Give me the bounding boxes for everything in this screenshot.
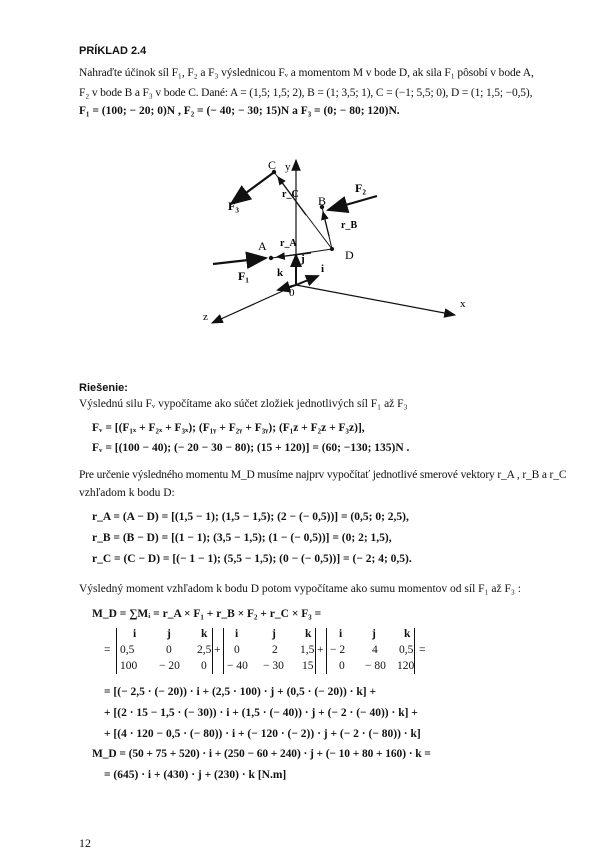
det-plus-2: +	[317, 644, 324, 656]
example-title: PRÍKLAD 2.4	[79, 45, 147, 57]
det3-r1c3: 0,5	[399, 644, 414, 656]
det-plus-1: +	[214, 644, 221, 656]
direction-intro-2: vzhľadom k bodu D:	[79, 487, 175, 499]
label-A: A	[258, 239, 267, 253]
vector-rA-line: r_A = (A − D) = [(1,5 − 1); (1,5 − 1,5); (2 − (− 0,5))] = (0,5; 0; 2,5),	[92, 511, 409, 523]
det3-r2c1: 0	[339, 660, 345, 672]
label-F1: F₁	[238, 269, 249, 283]
det2-bar-left	[223, 628, 224, 674]
det-equals-suffix: =	[419, 644, 426, 656]
det1-r1c1: 0,5	[120, 644, 135, 656]
label-x: x	[460, 298, 466, 310]
fv-line-1: Fᵥ = [(F₁ₓ + F₂ₓ + F₃ₓ); (F₁ᵧ + F₂ᵧ + F₃ᵧ); (F₁z + F₂z + F₃z)],	[92, 422, 365, 434]
unit-vector-i	[296, 276, 318, 285]
label-B: B	[318, 194, 327, 208]
moment-sum: M_D = ∑Mᵢ = r_A × F₁ + r_B × F₂ + r_C × F₃ =	[92, 608, 322, 620]
det3-r2c2: − 80	[365, 660, 386, 672]
det3-k: k	[404, 628, 411, 640]
point-D	[330, 247, 334, 251]
label-rC: r_C	[282, 189, 299, 200]
det3-r1c1: − 2	[330, 644, 346, 656]
label-y: y	[285, 161, 291, 173]
det3-r2c3: 120	[397, 660, 415, 672]
task-line-2: F₂ v bode B a F₃ v bode C. Dané: A = (1,5; 1,5; 2), B = (1; 3,5; 1), C = (−1; 5,5; 0), D = (1; 1,5; −0,5),	[79, 87, 533, 99]
det1-bar-right	[212, 628, 213, 674]
vector-rC-line: r_C = (C − D) = [(− 1 − 1); (5,5 − 1,5); (0 − (− 0,5))] = (− 2; 4; 0,5).	[92, 553, 412, 565]
label-k: k	[277, 267, 284, 279]
task-line-3: F₁ = (100; − 20; 0)N , F₂ = (− 40; − 30; 15)N a F₃ = (0; − 80; 120)N.	[79, 105, 400, 117]
det1-bar-left	[116, 628, 117, 674]
det1-r2c2: − 20	[159, 660, 180, 672]
label-origin: 0	[289, 287, 295, 299]
label-rA: r_A	[280, 238, 297, 249]
expand-line-2: + [(2 · 15 − 1,5 · (− 30)) · i + (1,5 · (− 40)) · j + (− 2 · (− 40)) · k] +	[104, 707, 418, 719]
det3-i: i	[339, 628, 343, 640]
det1-r1c3: 2,5	[197, 644, 212, 656]
expand-line-3: + [(4 · 120 − 0,5 · (− 80)) · i + (− 120 · (− 2)) · j + (− 2 · (− 80)) · k]	[104, 728, 421, 740]
vector-rA	[277, 253, 311, 257]
det2-bar-right	[315, 628, 316, 674]
det2-k: k	[305, 628, 312, 640]
det2-r2c2: − 30	[263, 660, 284, 672]
det1-r2c1: 100	[120, 660, 138, 672]
det2-r2c1: − 40	[227, 660, 248, 672]
det2-r1c3: 1,5	[300, 644, 315, 656]
moment-result-1: M_D = (50 + 75 + 520) · i + (250 − 60 + 240) · j + (− 10 + 80 + 160) · k =	[92, 748, 431, 760]
direction-intro-1: Pre určenie výsledného momentu M_D musíme najprv vypočítať jednotlivé smerové vektory r_A , r_B a r_C	[79, 469, 567, 481]
det2-i: i	[235, 628, 239, 640]
force-F2	[328, 196, 377, 210]
point-A	[269, 256, 273, 260]
label-rB: r_B	[341, 220, 358, 231]
det-equals-prefix: =	[104, 644, 111, 656]
det1-j: j	[167, 628, 171, 640]
fv-line-2: Fᵥ = [(100 − 40); (− 20 − 30 − 80); (15 + 120)] = (60; −130; 135)N .	[92, 442, 410, 454]
force-F1	[213, 258, 266, 264]
vector-rB	[323, 212, 329, 236]
det3-r1c2: 4	[372, 644, 378, 656]
det1-r1c2: 0	[166, 644, 172, 656]
det2-r2c3: 15	[302, 660, 314, 672]
det3-bar-left	[326, 628, 327, 674]
label-z: z	[203, 311, 208, 323]
moment-result-2: = (645) · i + (430) · j + (230) · k [N.m]	[104, 769, 287, 781]
z-axis	[212, 285, 296, 323]
label-F2: F₂	[355, 181, 366, 195]
label-F3: F₃	[228, 199, 239, 213]
label-C: C	[268, 158, 277, 172]
label-j: j	[301, 253, 305, 265]
task-line-1: Nahraďte účinok síl F₁, F₂ a F₃ výslednicou Fᵥ a momentom M v bode D, ak sila F₁ pôsobí v bode A,	[79, 67, 534, 79]
expand-line-1: = [(− 2,5 · (− 20)) · i + (2,5 · 100) · j + (0,5 · (− 20)) · k] +	[104, 686, 377, 698]
label-i: i	[321, 263, 325, 275]
det3-j: j	[372, 628, 376, 640]
moment-intro: Výsledný moment vzhľadom k bodu D potom vypočítame ako sumu momentov od síl F₁ až F₃ :	[79, 583, 521, 595]
det2-j: j	[272, 628, 276, 640]
determinant-block	[104, 626, 426, 676]
solution-heading: Riešenie:	[79, 382, 128, 394]
page-number: 12	[79, 836, 91, 850]
det2-r1c2: 2	[272, 644, 278, 656]
label-D: D	[345, 248, 354, 262]
det1-i: i	[133, 628, 137, 640]
det1-k: k	[201, 628, 208, 640]
vector-rB-line: r_B = (B − D) = [(1 − 1); (3,5 − 1,5); (1 − (− 0,5))] = (0; 2; 1,5),	[92, 532, 392, 544]
det2-r1c1: 0	[234, 644, 240, 656]
solution-intro: Výslednú silu Fᵥ vypočítame ako súčet zložiek jednotlivých síl F₁ až F₃	[79, 398, 408, 410]
det3-bar-right	[414, 628, 415, 674]
x-axis	[296, 285, 455, 315]
det1-r2c3: 0	[201, 660, 207, 672]
